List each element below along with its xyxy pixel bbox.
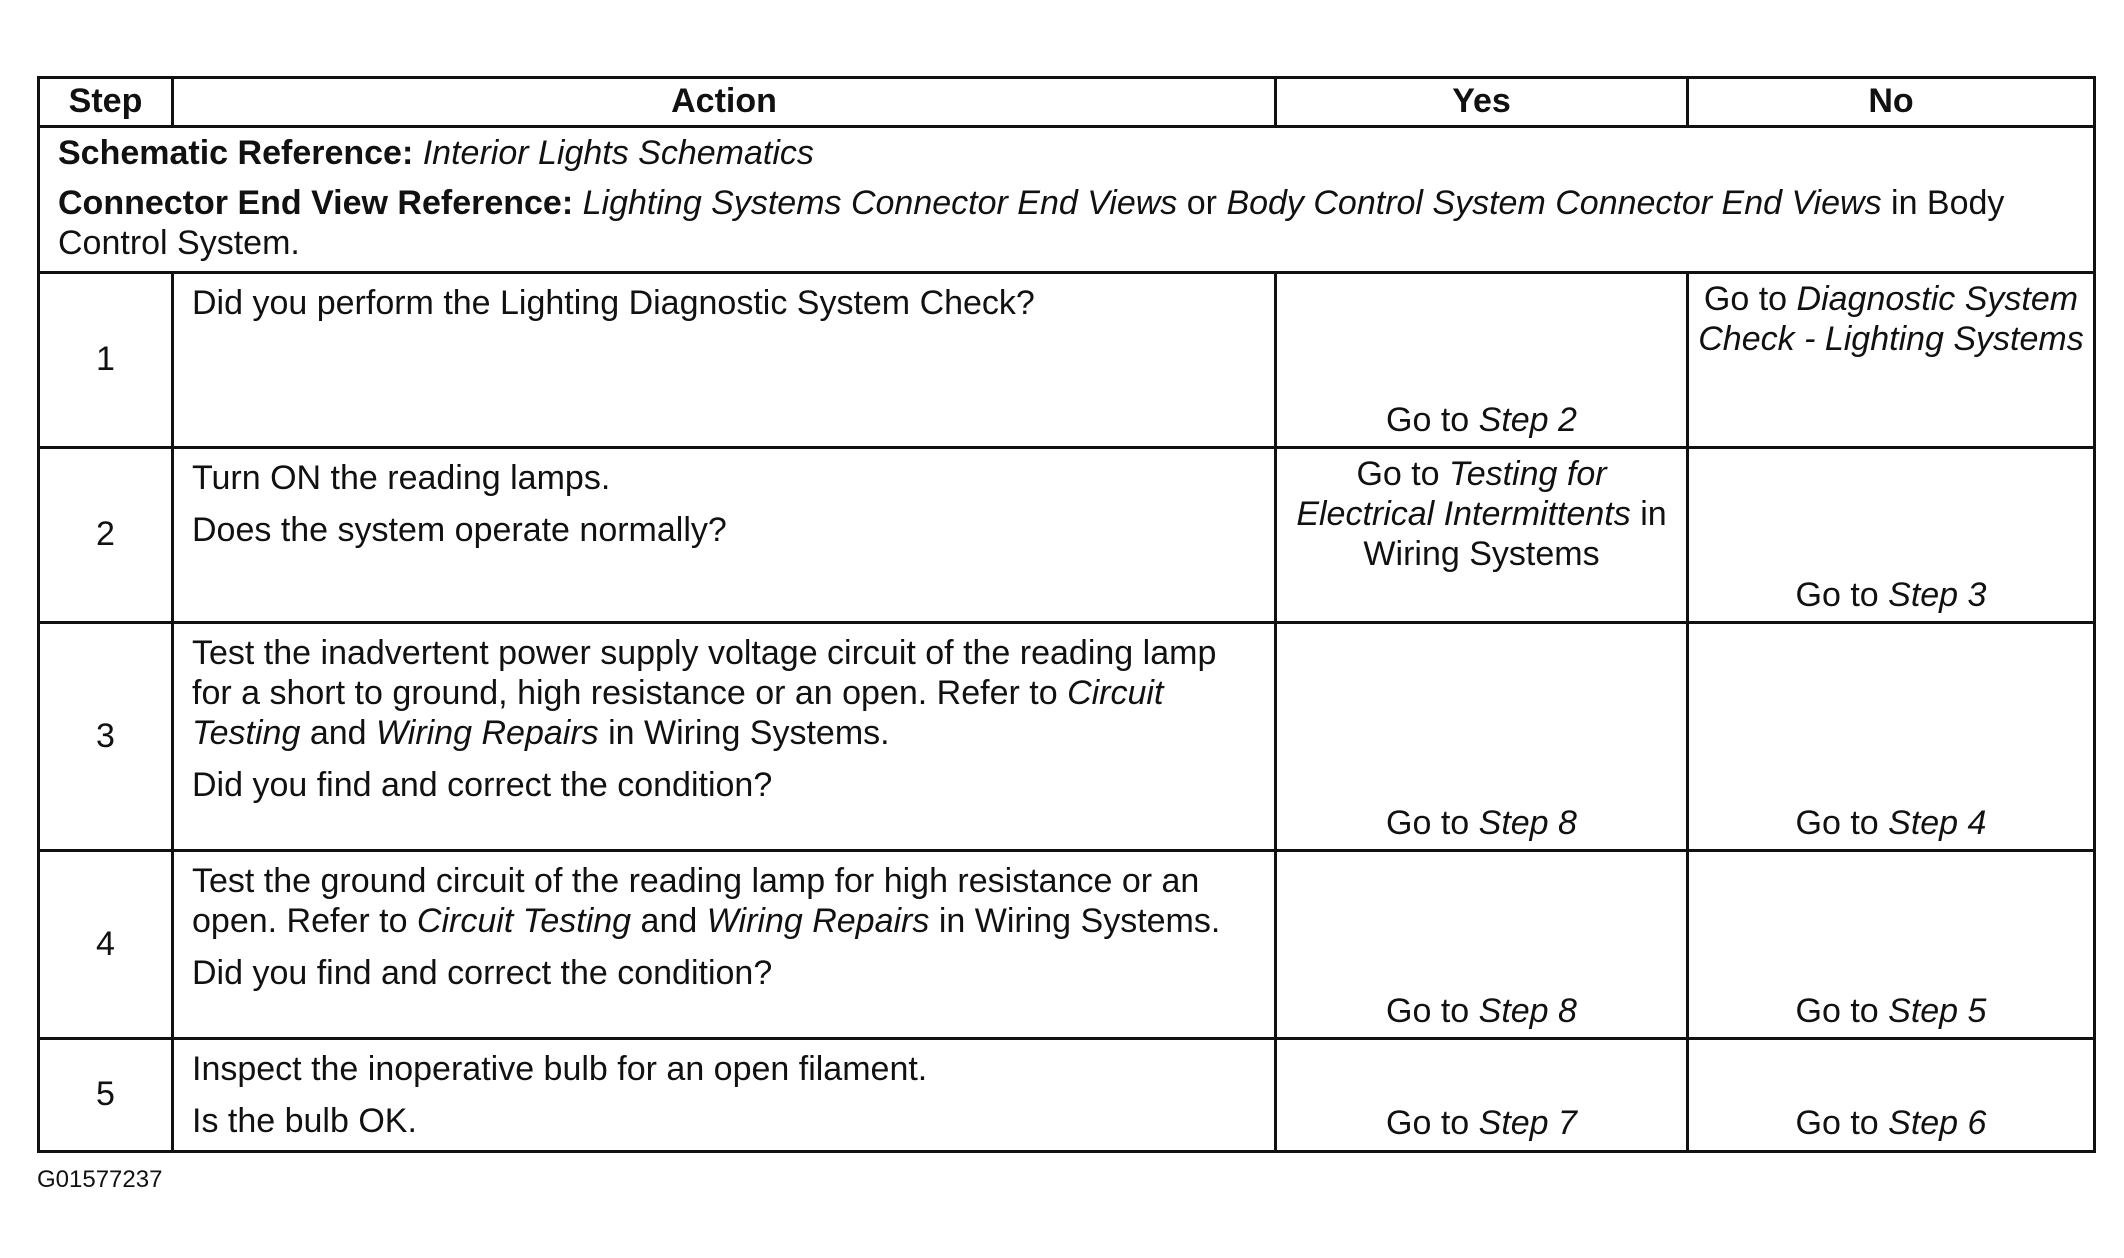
action-and: and xyxy=(631,902,707,941)
yes-link: Step 8 xyxy=(1478,991,1577,1030)
schematic-reference-link: Interior Lights Schematics xyxy=(422,134,814,172)
no-link: Step 5 xyxy=(1888,991,1987,1030)
diagnostic-table xyxy=(37,76,2096,1153)
header-action: Action xyxy=(173,78,1276,127)
header-row xyxy=(39,78,2095,127)
references-row xyxy=(39,127,2095,273)
no-prefix: Go to xyxy=(1795,991,1889,1030)
header-yes: Yes xyxy=(1276,78,1688,127)
no-result xyxy=(1688,448,2095,623)
no-prefix: Go to xyxy=(1795,575,1889,614)
step-action xyxy=(173,273,1276,448)
yes-prefix: Go to xyxy=(1386,803,1479,842)
figure-id: G01577237 xyxy=(37,1166,163,1193)
action-question: Is the bulb OK. xyxy=(192,1102,417,1141)
no-link: Diagnostic System Check - Lighting Systems xyxy=(1698,280,2084,359)
no-result xyxy=(1688,273,2095,448)
yes-prefix: Go to xyxy=(1356,455,1450,494)
header-no: No xyxy=(1688,78,2095,127)
table-row xyxy=(39,623,2095,851)
action-text xyxy=(192,634,1258,753)
action-text xyxy=(192,862,1258,942)
references-cell xyxy=(39,127,2095,273)
yes-result xyxy=(1276,273,1688,448)
no-prefix: Go to xyxy=(1795,803,1889,842)
circuit-testing-link: Circuit Testing xyxy=(192,674,1164,752)
table-row xyxy=(39,448,2095,623)
connector-reference-label: Connector End View Reference: xyxy=(58,183,574,222)
action-tail: in Wiring Systems. xyxy=(598,713,890,752)
table-row xyxy=(39,851,2095,1039)
no-link: Step 6 xyxy=(1888,1104,1987,1143)
yes-suffix: in Wiring Systems xyxy=(1363,495,1667,573)
yes-prefix: Go to xyxy=(1386,400,1479,439)
no-link: Step 4 xyxy=(1888,803,1987,842)
yes-link: Step 8 xyxy=(1478,803,1577,842)
wiring-repairs-link: Wiring Repairs xyxy=(706,902,930,941)
action-text-a: Test the inadvertent power supply voltage circuit of the reading lamp for a short to ground, high resistance or an open. Refer to xyxy=(192,634,1217,713)
connector-reference-link-1: Lighting Systems Connector End Views xyxy=(582,183,1178,222)
step-number: 4 xyxy=(39,851,173,1039)
action-text: Inspect the inoperative bulb for an open filament. xyxy=(192,1050,928,1089)
action-tail: in Wiring Systems. xyxy=(929,902,1221,941)
wiring-repairs-link: Wiring Repairs xyxy=(376,713,599,752)
action-question: Did you find and correct the condition? xyxy=(192,953,773,992)
yes-link: Step 2 xyxy=(1478,400,1577,439)
yes-result xyxy=(1276,851,1688,1039)
yes-result xyxy=(1276,1039,1688,1152)
yes-link: Step 7 xyxy=(1478,1104,1577,1143)
step-action xyxy=(173,1039,1276,1152)
action-text: Turn ON the reading lamps. xyxy=(192,459,611,498)
no-result xyxy=(1688,623,2095,851)
no-result xyxy=(1688,1039,2095,1152)
step-action xyxy=(173,623,1276,851)
no-result xyxy=(1688,851,2095,1039)
circuit-testing-link: Circuit Testing xyxy=(416,902,632,941)
yes-result xyxy=(1276,448,1688,623)
step-number: 1 xyxy=(39,273,173,448)
action-question: Did you find and correct the condition? xyxy=(192,765,773,804)
action-question: Does the system operate normally? xyxy=(192,511,727,550)
action-and: and xyxy=(300,713,376,752)
step-action xyxy=(173,851,1276,1039)
no-link: Step 3 xyxy=(1888,575,1987,614)
header-step: Step xyxy=(39,78,173,127)
connector-reference-tail: in Body Control System. xyxy=(58,183,2005,262)
no-prefix: Go to xyxy=(1703,280,1797,319)
action-text-a: Test the ground circuit of the reading lamp for high resistance or an open. Refer to xyxy=(192,862,1200,941)
step-number: 3 xyxy=(39,623,173,851)
schematic-reference-label: Schematic Reference: xyxy=(58,134,414,172)
table-row xyxy=(39,1039,2095,1152)
step-number: 2 xyxy=(39,448,173,623)
step-number: 5 xyxy=(39,1039,173,1152)
action-text: Did you perform the Lighting Diagnostic System Check? xyxy=(192,284,1035,323)
step-action xyxy=(173,448,1276,623)
yes-link: Testing for Electrical Intermittents xyxy=(1296,455,1631,534)
table-row xyxy=(39,273,2095,448)
no-prefix: Go to xyxy=(1795,1104,1889,1143)
yes-result xyxy=(1276,623,1688,851)
connector-reference xyxy=(58,184,2075,264)
schematic-reference xyxy=(58,134,2075,174)
yes-prefix: Go to xyxy=(1386,1104,1479,1143)
connector-reference-or: or xyxy=(1177,183,1227,222)
yes-prefix: Go to xyxy=(1386,991,1479,1030)
connector-reference-link-2: Body Control System Connector End Views xyxy=(1226,183,1882,222)
